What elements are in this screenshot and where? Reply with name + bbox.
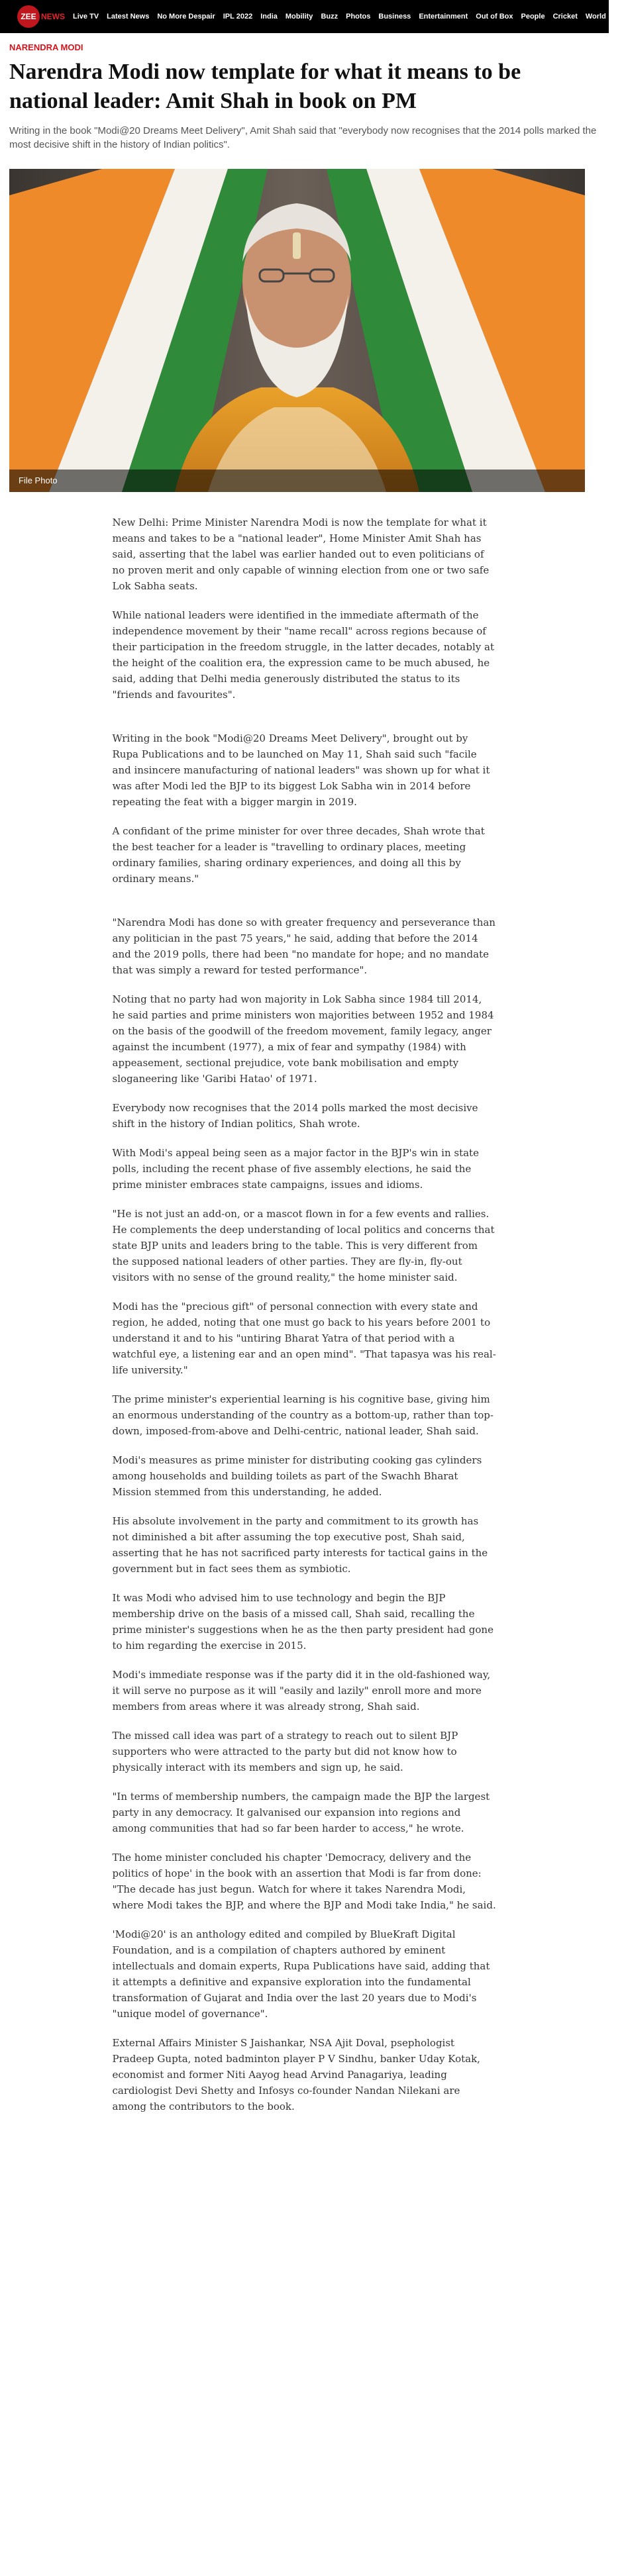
nav-link[interactable]: Business xyxy=(378,13,411,21)
article-paragraph: The missed call idea was part of a strategy to reach out to silent BJP supporters who were attracted to the party but did not know how to physically interact with its members and sign up, he said. xyxy=(112,1730,458,1773)
pm-photo xyxy=(9,169,585,492)
nav-link[interactable]: Photos xyxy=(346,13,371,21)
article-paragraph: Writing in the book "Modi@20 Dreams Meet Delivery", brought out by Rupa Publications and to be launched on May 11, Shah said such "facile and insincere manufacturing of national leaders" was shown up for what it was after Modi led the BJP to its biggest Lok Sabha win in 2014 before repeating the feat with a bigger margin in 2019. xyxy=(112,732,490,808)
article-body xyxy=(113,515,497,2114)
article-category[interactable]: NARENDRA MODI xyxy=(9,42,83,52)
nav-link[interactable]: Cricket xyxy=(552,13,578,21)
nav-link[interactable]: Mobility xyxy=(285,13,313,21)
article-paragraph: Modi's measures as prime minister for distributing cooking gas cylinders among households and building toilets as part of the Swachh Bharat Mission stemmed from this understanding, he added. xyxy=(112,1454,482,1498)
article-paragraph: The prime minister's experiential learning is his cognitive base, giving him an enormous understanding of the country as a bottom-up, rather than top-down, imposed-from-above and Delhi-centric, national leader, Shah said. xyxy=(112,1393,494,1437)
nav-link[interactable]: Live TV xyxy=(73,13,99,21)
article-paragraph: With Modi's appeal being seen as a major factor in the BJP's win in state polls, including the recent phase of five assembly elections, he said the prime minister embraces state campaigns, issues and idioms. xyxy=(112,1147,479,1191)
article-paragraph: While national leaders were identified in the immediate aftermath of the independence movement by their "name recall" across regions because of their participation in the freedom struggle, in the latter decades, notably at the height of the coalition era, the expression came to be much abused, he said, adding that Delhi media generously distributed the status to its "friends and favourites". xyxy=(112,609,494,701)
article-header xyxy=(0,33,609,152)
article-paragraph: Modi's immediate response was if the party did it in the old-fashioned way, it will serve no purpose as it will "easily and lazily" enroll more and more members from areas where it was already strong, Shah said. xyxy=(112,1669,491,1712)
article-paragraph: Modi has the "precious gift" of personal connection with every state and region, he added, noting that one must go back to his years before 2001 to understand it and to his "untiring Bharat Yatra of that period with a watchful eye, a listening ear and an open mind". "That tapasya was his real-life university." xyxy=(112,1301,496,1376)
nav-link[interactable]: Entertainment xyxy=(419,13,468,21)
image-caption: File Photo xyxy=(9,470,585,492)
article-paragraph: The home minister concluded his chapter 'Democracy, delivery and the politics of hope' in the book with an assertion that Modi is far from done: "The decade has just begun. Watch for where it takes Narendra Modi, where Modi takes the BJP, and where the BJP and Modi take India," he said. xyxy=(112,1852,496,1911)
article-paragraph: External Affairs Minister S Jaishankar, NSA Ajit Doval, psephologist Pradeep Gupta, noted badminton player P V Sindhu, banker Uday Kotak, economist and former Niti Aayog head Arvind Panagariya, leading cardiologist Devi Shetty and Infosys co-founder Nandan Nilekani are among the contributors to the book. xyxy=(112,2037,480,2112)
logo-news-text: NEWS xyxy=(41,12,65,21)
site-logo[interactable] xyxy=(17,5,65,28)
top-navigation-bar xyxy=(0,0,624,33)
article-paragraph: His absolute involvement in the party and commitment to its growth has not diminished a bit after assuming the top executive post, Shah said, asserting that he has not sacrificed party interests for tactical gains in the government but in fact sees them as symbiotic. xyxy=(112,1515,488,1575)
article-paragraph: It was Modi who advised him to use technology and begin the BJP membership drive on the basis of a missed call, Shah said, recalling the prime minister's suggestions when he as the then party president had gone to him regarding the exercise in 2015. xyxy=(112,1592,494,1652)
article-summary: Writing in the book "Modi@20 Dreams Meet Delivery", Amit Shah said that "everybody now recognises that the 2014 polls marked the most decisive shift in the history of Indian politics". xyxy=(9,125,597,150)
hero-image xyxy=(9,169,585,492)
article-paragraph: 'Modi@20' is an anthology edited and compiled by BlueKraft Digital Foundation, and is a compilation of chapters authored by eminent intellectuals and domain experts, Rupa Publications have said, adding that it attempts a definitive and expansive exploration into the fundamental transformation of Gujarat and India over the last 20 years due to Modi's "unique model of governance". xyxy=(112,1928,490,2020)
article-headline: Narendra Modi now template for what it means to be national leader: Amit Shah in book on PM xyxy=(9,60,521,113)
nav-link[interactable]: India xyxy=(260,13,278,21)
nav-link[interactable]: . . . xyxy=(613,13,624,21)
article-paragraph: Everybody now recognises that the 2014 polls marked the most decisive shift in the history of Indian politics, Shah wrote. xyxy=(112,1102,478,1130)
nav-link[interactable]: Out of Box xyxy=(476,13,513,21)
nav-link[interactable]: No More Despair xyxy=(157,13,215,21)
main-nav xyxy=(73,13,624,21)
article-paragraph: New Delhi: Prime Minister Narendra Modi is now the template for what it means and takes to be a "national leader", Home Minister Amit Shah has said, asserting that the label was earlier handed out to even politicians of no proven merit and only capable of winning election from one or two safe Lok Sabha seats. xyxy=(112,517,490,592)
nav-link[interactable]: World xyxy=(585,13,606,21)
article-paragraph: "In terms of membership numbers, the campaign made the BJP the largest party in any democracy. It galvanised our expansion into regions and among communities that had so far been harder to access," he wrote. xyxy=(112,1791,490,1834)
logo-mark: ZEE xyxy=(17,5,40,28)
nav-link[interactable]: Latest News xyxy=(107,13,150,21)
nav-link[interactable]: People xyxy=(521,13,545,21)
article-paragraph: Noting that no party had won majority in Lok Sabha since 1984 till 2014, he said parties and prime ministers won majorities between 1952 and 1984 on the basis of the goodwill of the freedom movement, family legacy, anger against the incumbent (1977), a mix of fear and sympathy (1984) with appeasement, sectional prejudice, vote bank mobilisation and empty sloganeering like 'Garibi Hatao' of 1971. xyxy=(112,993,494,1085)
article-paragraph: "He is not just an add-on, or a mascot flown in for a few events and rallies. He complements the deep understanding of local politics and concerns that state BJP units and leaders bring to the table. This is very different from the supposed national leaders of other parties. They are fly-in, fly-out visitors with no sense of the ground reality," the home minister said. xyxy=(112,1208,495,1283)
article-paragraph: "Narendra Modi has done so with greater frequency and perseverance than any politician in the past 75 years," he said, adding that before the 2014 and the 2019 polls, there had been "no mandate for hope; and no mandate that was simply a reward for tested performance". xyxy=(112,916,495,976)
nav-link[interactable]: Buzz xyxy=(321,13,338,21)
nav-link[interactable]: IPL 2022 xyxy=(223,13,253,21)
article-paragraph: A confidant of the prime minister for over three decades, Shah wrote that the best teacher for a leader is "travelling to ordinary places, meeting ordinary families, sharing ordinary experiences, and doing all this by ordinary means." xyxy=(112,825,485,885)
